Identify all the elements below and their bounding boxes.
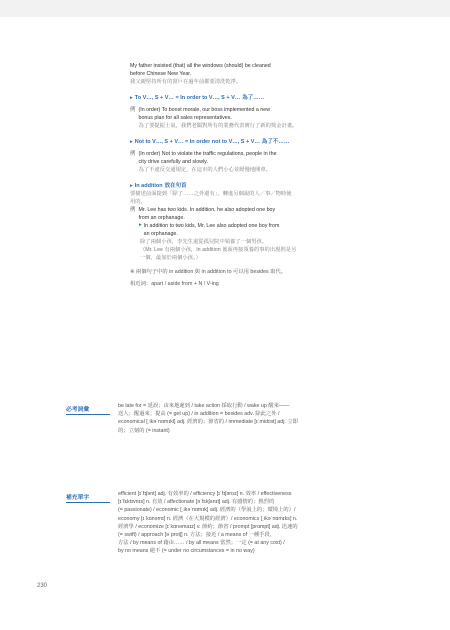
in-addition-to-variant	[139, 222, 385, 238]
supplementary-vocab-heading: 補充單字	[66, 492, 110, 503]
pattern-in-addition-desc-2: 用的。	[130, 199, 146, 205]
required-vocab-line-4: 的；立刻的 (= instant)	[118, 427, 170, 434]
pattern-not-to-v-text: Not to V…, S + V… = In order not to V…, S + V…	[134, 139, 260, 145]
variant-chinese-line-3: 一個，最加於兩個小孩。）	[140, 255, 201, 261]
sub-bullet-mark: ▸	[139, 222, 142, 228]
pattern-to-v-example	[130, 106, 385, 130]
variant-explanation	[140, 238, 385, 262]
supplementary-vocab-line-4: economy [ɪˈkɑnəmɪ] n. 經濟（在大規模的經濟）/ economics [ˌikəˈnɑmɪks] n.	[118, 515, 298, 522]
required-vocab-line-1: be late for = 延誤；由來地遲到 / take action 採取行動 / wake up 醒來——	[118, 403, 290, 409]
required-vocab-list	[118, 402, 393, 435]
variant-chinese-line-2: （Mr. Lee 有兩個小孩，In addition 後面再接領養的事的出現則是另	[140, 247, 297, 253]
example-english-line-1: (In order) Not to violate the traffic regulations, people in the	[138, 151, 277, 157]
example-chinese-line: 為了不違反交通規定，在這市的人們小心並緩慢地開車。	[138, 167, 271, 173]
pattern-not-to-v-example	[130, 150, 385, 174]
top-margin-bar	[0, 0, 450, 17]
supplementary-vocab-line-2: [ɪˈfɛktɪvnɪs] n. 有效 / affectionate [əˈfɛkʃənɪt] adj. 有感情的；熱烈的	[118, 499, 275, 506]
supplementary-vocab-line-1: efficient [ɪˈfɪʃənt] adj. 有效率的 / efficiency [ɪˈfɪʃənsɪ] n. 效率 / effectiveness	[118, 491, 292, 497]
besides-note: ※ 兩個句子中的 in addition 與 in addition to 可以用 besides 取代。	[130, 269, 287, 275]
example-mark: 例	[130, 151, 136, 157]
intro-chinese-line: 我父親堅持所有的窗戶在過年前都要清洗乾淨。	[130, 79, 242, 85]
example-english-line-2: from an orphanage.	[138, 215, 185, 221]
variant-english-line-2: an orphanage.	[143, 231, 178, 237]
required-vocab-line-3: economical [ˌikəˈnɑmɪkl] adj. 經濟的；節省的 / immediate [ɪˈmidɪət] adj. 立即	[118, 419, 298, 426]
pattern-in-addition-chinese: 放在句首	[164, 183, 187, 189]
supplementary-vocab-line-3: (= passionate) / economic [ˌikəˈnɑmɪk] adj. 經濟的（學說上的；環境上的）/	[118, 507, 296, 514]
example-english-line-1: Mr. Lee has two kids. In addition, he also adopted one boy	[138, 207, 276, 213]
intro-english-line-2: before Chinese New Year.	[130, 71, 192, 77]
supplementary-vocab-line-8: by no means 絕不 (= under no circumstances = in no way)	[118, 548, 255, 555]
example-mark: 例	[130, 107, 136, 113]
pattern-bullet: ▸	[130, 95, 133, 101]
pattern-in-addition-text: In addition	[134, 183, 163, 189]
pattern-bullet: ▸	[130, 139, 133, 145]
intro-english-line-1: My father insisted (that) all the windows (should) be cleaned	[130, 63, 271, 69]
supplementary-vocab-list	[118, 490, 393, 556]
example-mark: 例	[130, 207, 136, 213]
variant-chinese-line-1: 除了兩個小孩，李先生還從孤兒院中領養了一個男孩。	[140, 239, 268, 245]
example-chinese-line: 為了要提振士氣，我們老闆對所有的業務代表實行了新的獎金計畫。	[138, 123, 298, 129]
example-english-line-2: city drive carefully and slowly.	[138, 159, 208, 165]
required-vocab-heading: 必考詞彙	[66, 404, 110, 415]
pattern-to-v-chinese: 為了……	[242, 95, 265, 101]
pattern-in-addition-example	[130, 206, 385, 222]
required-vocab-line-2: 送人；醒過來；提高 (= get up) / in addition = besides adv. 除此之外 /	[118, 411, 280, 418]
pattern-to-v	[130, 94, 385, 102]
supplementary-vocab-line-7: 方法 / by means of 藉由…… / by all means 當然；一定 (= at any cost) /	[118, 540, 285, 547]
supplementary-vocab-line-5: 經濟學 / economize [ɪˈkɑnəmaɪz] v. 節約；節省 / prompt [prɑmpt] adj. 迅速的	[118, 523, 298, 530]
related-words-note: 相近詞：apart / aside from + N / V-ing	[130, 281, 219, 287]
page-number: 230	[37, 583, 48, 589]
variant-english-line-1: In addition to two kids, Mr. Lee also adopted one boy from	[143, 223, 280, 229]
supplementary-vocab-line-6: (= swift) / approach [əˈprotʃ] n. 方法；接近 / a means of 一種手段、	[118, 532, 276, 539]
pattern-in-addition-desc-1: 要描述前面提到「除了……之外還有」，轉進另個說的人／事／物時使	[130, 191, 292, 197]
pattern-to-v-text: To V…, S + V… = In order to V…, S + V…	[134, 95, 241, 101]
main-content	[130, 62, 385, 288]
pattern-not-to-v-chinese: 為了不……	[261, 139, 290, 145]
pattern-in-addition	[130, 182, 385, 190]
example-english-line-2: bonus plan for all sales representatives.	[138, 115, 232, 121]
pattern-bullet: ▸	[130, 183, 133, 189]
pattern-not-to-v	[130, 138, 385, 146]
example-english-line-1: (In order) To boost morale, our boss implemented a new	[138, 107, 271, 113]
